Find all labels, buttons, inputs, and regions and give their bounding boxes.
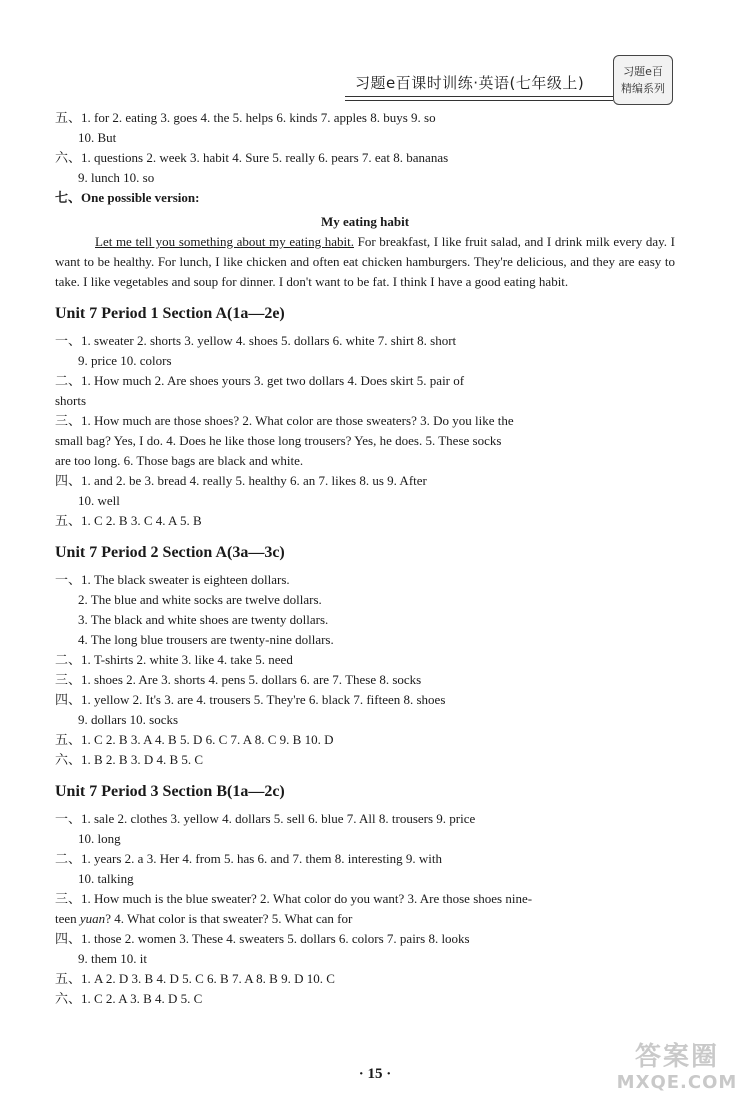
answer-line: 一、1. The black sweater is eighteen dollars. <box>55 572 290 587</box>
essay-body <box>55 232 675 292</box>
page-header <box>0 0 750 104</box>
answer-line: 10. well <box>78 493 120 508</box>
answer-line: 9. them 10. it <box>78 951 147 966</box>
watermark-line-1: 答案圈 <box>634 1042 719 1072</box>
answer-line: 一、1. sale 2. clothes 3. yellow 4. dollars 5. sell 6. blue 7. All 8. trousers 9. price <box>55 811 476 826</box>
answer-line: 二、1. How much 2. Are shoes yours 3. get two dollars 4. Does skirt 5. pair of <box>55 373 465 388</box>
answer-line: 一、1. sweater 2. shorts 3. yellow 4. shoes 5. dollars 6. white 7. shirt 8. short <box>55 333 457 348</box>
answer-line: 2. The blue and white socks are twelve dollars. <box>78 592 322 607</box>
header-rule <box>345 96 613 97</box>
answer-line: teen yuan? 4. What color is that sweater? 5. What can for <box>55 911 353 926</box>
answer-line: shorts <box>55 393 87 408</box>
answer-line: 10. talking <box>78 871 134 886</box>
italic-word: yuan <box>79 911 106 926</box>
answer-line: 六、1. B 2. B 3. D 4. B 5. C <box>55 752 204 767</box>
answer-line: 四、1. yellow 2. It's 3. are 4. trousers 5. They're 6. black 7. fifteen 8. shoes <box>55 692 446 707</box>
answer-line: small bag? Yes, I do. 4. Does he like those long trousers? Yes, he does. 5. These socks <box>55 433 502 448</box>
answer-line: 六、1. questions 2. week 3. habit 4. Sure 5. really 6. pears 7. eat 8. bananas <box>55 150 449 165</box>
answer-line: 五、1. C 2. B 3. A 4. B 5. D 6. C 7. A 8. C 9. B 10. D <box>55 732 334 747</box>
answer-line: 10. But <box>78 130 117 145</box>
book-title: 习题e百课时训练·英语(七年级上) <box>355 74 585 92</box>
answer-line: 六、1. C 2. A 3. B 4. D 5. C <box>55 991 203 1006</box>
answer-line: 五、1. C 2. B 3. C 4. A 5. B <box>55 513 202 528</box>
logo-line-2: 精编系列 <box>621 82 665 95</box>
series-logo <box>613 55 673 105</box>
answer-line: 9. price 10. colors <box>78 353 172 368</box>
answer-content <box>55 108 675 1009</box>
essay-title: My eating habit <box>320 214 410 229</box>
answer-line: 三、1. shoes 2. Are 3. shorts 4. pens 5. dollars 6. are 7. These 8. socks <box>55 672 422 687</box>
answer-line: 四、1. those 2. women 3. These 4. sweaters 5. dollars 6. colors 7. pairs 8. looks <box>55 931 470 946</box>
answer-line: 四、1. and 2. be 3. bread 4. really 5. healthy 6. an 7. likes 8. us 9. After <box>55 473 427 488</box>
watermark-line-2: MXQE.COM <box>616 1072 738 1093</box>
answer-line: 3. The black and white shoes are twenty dollars. <box>78 612 329 627</box>
answer-line: are too long. 6. Those bags are black and white. <box>55 453 304 468</box>
site-watermark <box>612 1042 742 1102</box>
logo-line-1: 习题e百 <box>623 65 663 78</box>
answer-line: 9. dollars 10. socks <box>78 712 179 727</box>
answer-line: 二、1. T-shirts 2. white 3. like 4. take 5. need <box>55 652 293 667</box>
answer-line: 五、1. A 2. D 3. B 4. D 5. C 6. B 7. A 8. B 9. D 10. C <box>55 971 335 986</box>
unit-heading: Unit 7 Period 1 Section A(1a—2e) <box>55 305 285 322</box>
answer-line: 10. long <box>78 831 121 846</box>
answer-line: 4. The long blue trousers are twenty-nine dollars. <box>78 632 334 647</box>
page-number: · 15 · <box>358 1066 392 1082</box>
answer-line: 三、1. How much is the blue sweater? 2. What color do you want? 3. Are those shoes nine- <box>55 891 533 906</box>
answer-line: 二、1. years 2. a 3. Her 4. from 5. has 6. and 7. them 8. interesting 9. with <box>55 851 443 866</box>
answer-line: 三、1. How much are those shoes? 2. What color are those sweaters? 3. Do you like the <box>55 413 514 428</box>
header-rule-thin <box>345 100 613 101</box>
unit-heading: Unit 7 Period 2 Section A(3a—3c) <box>55 544 285 561</box>
essay-rest: For breakfast, I like fruit salad, and I drink milk every day. I want to be healthy. For lunch, I like chicken and often eat chicken hamburgers. They're delicious, and they are easy to take. I like vegetables and soup for dinner. I don't want to be fat. I think I have a good eating habit. <box>55 234 675 289</box>
unit-heading: Unit 7 Period 3 Section B(1a—2c) <box>55 783 285 800</box>
section-label: 七、One possible version: <box>55 190 200 205</box>
answer-line: 9. lunch 10. so <box>78 170 155 185</box>
answer-line: 五、1. for 2. eating 3. goes 4. the 5. helps 6. kinds 7. apples 8. buys 9. so <box>55 110 436 125</box>
essay-underlined: Let me tell you something about my eating habit. <box>95 234 354 249</box>
